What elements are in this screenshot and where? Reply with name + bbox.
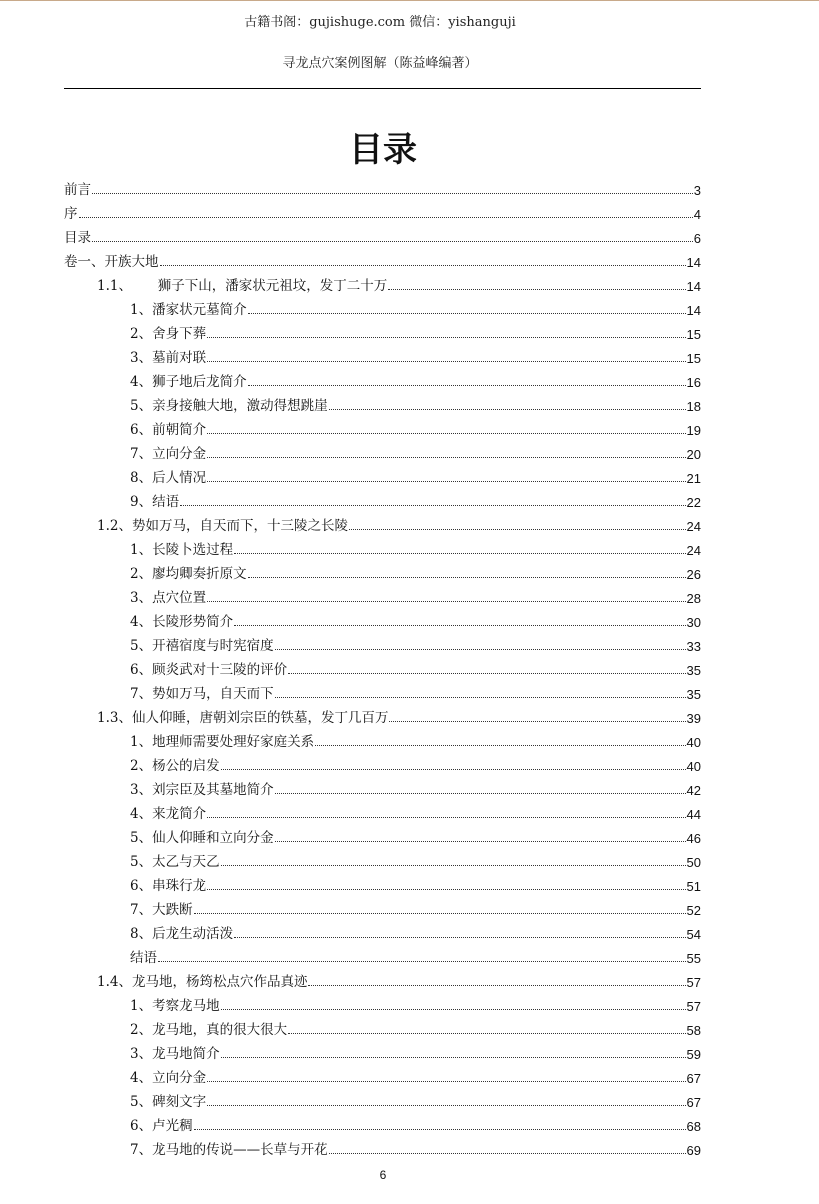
toc-entry[interactable]	[64, 942, 701, 966]
toc-entry[interactable]	[64, 774, 701, 798]
toc-entry-label: 7、势如万马，自天而下	[130, 686, 274, 702]
toc-leader-dots	[248, 384, 686, 386]
toc-entry-label: 7、大跌断	[130, 902, 193, 918]
toc-entry[interactable]	[64, 870, 701, 894]
toc-entry[interactable]	[64, 342, 701, 366]
toc-entry-page: 3	[693, 183, 701, 198]
toc-leader-dots	[288, 672, 685, 674]
toc-entry[interactable]	[64, 486, 701, 510]
toc-leader-dots	[221, 1008, 686, 1010]
site-watermark-header: 古籍书阁：gujishuge.com 微信：yishanguji	[244, 15, 516, 30]
toc-entry[interactable]	[64, 222, 701, 246]
toc-entry-page: 14	[686, 279, 701, 294]
toc-leader-dots	[234, 552, 685, 554]
toc-entry-label: 1、潘家状元墓简介	[130, 302, 247, 318]
top-border	[0, 0, 819, 1]
toc-entry[interactable]	[64, 558, 701, 582]
toc-entry-label: 9、结语	[130, 494, 180, 510]
toc-entry-page: 69	[686, 1143, 701, 1158]
toc-leader-dots	[92, 240, 693, 242]
toc-leader-dots	[315, 744, 685, 746]
toc-entry-label: 5、仙人仰睡和立向分金	[130, 830, 274, 846]
toc-leader-dots	[329, 1152, 686, 1154]
toc-entry[interactable]	[64, 414, 701, 438]
toc-entry[interactable]	[64, 198, 701, 222]
toc-entry-page: 15	[686, 351, 701, 366]
toc-entry-label: 8、后人情况	[130, 470, 207, 486]
toc-leader-dots	[388, 288, 685, 290]
toc-entry-label: 6、前朝简介	[130, 422, 207, 438]
toc-entry[interactable]	[64, 510, 701, 534]
toc-leader-dots	[207, 888, 685, 890]
table-of-contents	[64, 174, 701, 1158]
toc-entry-label: 2、廖均卿奏折原文	[130, 566, 247, 582]
toc-entry-label: 7、龙马地的传说——长草与开花	[130, 1142, 328, 1158]
toc-entry-label: 前言	[64, 182, 91, 198]
page-number: 6	[379, 1168, 387, 1182]
toc-entry-label: 1、地理师需要处理好家庭关系	[130, 734, 315, 750]
toc-entry-label: 7、立向分金	[130, 446, 207, 462]
page-title: 目录	[349, 130, 417, 170]
toc-entry-page: 4	[693, 207, 701, 222]
toc-leader-dots	[234, 624, 685, 626]
toc-entry-label: 3、墓前对联	[130, 350, 207, 366]
toc-entry-page: 28	[686, 591, 701, 606]
toc-entry-label: 1.2、势如万马，自天而下，十三陵之长陵	[97, 518, 348, 534]
toc-entry[interactable]	[64, 318, 701, 342]
toc-leader-dots	[221, 1056, 686, 1058]
toc-entry-page: 16	[686, 375, 701, 390]
toc-leader-dots	[207, 480, 685, 482]
toc-entry-label: 4、立向分金	[130, 1070, 207, 1086]
toc-leader-dots	[194, 1128, 686, 1130]
toc-entry-label: 结语	[130, 950, 157, 966]
toc-leader-dots	[207, 816, 685, 818]
toc-entry-page: 50	[686, 855, 701, 870]
toc-entry-page: 55	[686, 951, 701, 966]
toc-entry[interactable]	[64, 438, 701, 462]
toc-entry-page: 26	[686, 567, 701, 582]
toc-entry-page: 44	[686, 807, 701, 822]
toc-entry[interactable]	[64, 894, 701, 918]
toc-entry-page: 54	[686, 927, 701, 942]
toc-entry[interactable]	[64, 846, 701, 870]
toc-entry[interactable]	[64, 1062, 701, 1086]
toc-entry-label: 1、考察龙马地	[130, 998, 220, 1014]
toc-entry-page: 21	[686, 471, 701, 486]
toc-entry-page: 35	[686, 663, 701, 678]
toc-entry[interactable]	[64, 366, 701, 390]
toc-entry-page: 40	[686, 735, 701, 750]
toc-leader-dots	[275, 648, 686, 650]
toc-entry-label: 5、太乙与天乙	[130, 854, 220, 870]
toc-leader-dots	[389, 720, 685, 722]
toc-entry[interactable]	[64, 174, 701, 198]
toc-leader-dots	[207, 432, 685, 434]
toc-entry-label: 3、龙马地简介	[130, 1046, 220, 1062]
toc-entry[interactable]	[64, 1134, 701, 1158]
toc-entry-label: 序	[64, 206, 78, 222]
toc-entry[interactable]	[64, 1014, 701, 1038]
toc-entry-label: 5、亲身接触大地，激动得想跳崖	[130, 398, 328, 414]
toc-entry[interactable]	[64, 582, 701, 606]
toc-entry-label: 6、顾炎武对十三陵的评价	[130, 662, 288, 678]
toc-entry-page: 40	[686, 759, 701, 774]
toc-leader-dots	[221, 768, 686, 770]
toc-leader-dots	[207, 1080, 685, 1082]
toc-entry-label: 1.4、龙马地，杨筠松点穴作品真迹	[97, 974, 308, 990]
toc-entry-page: 42	[686, 783, 701, 798]
toc-entry[interactable]	[64, 918, 701, 942]
toc-leader-dots	[248, 312, 686, 314]
toc-entry-label: 2、杨公的启发	[130, 758, 220, 774]
toc-leader-dots	[288, 1032, 685, 1034]
toc-leader-dots	[92, 192, 693, 194]
toc-entry-page: 58	[686, 1023, 701, 1038]
toc-entry[interactable]	[64, 654, 701, 678]
toc-entry[interactable]	[64, 270, 701, 294]
toc-leader-dots	[207, 360, 685, 362]
toc-entry-page: 59	[686, 1047, 701, 1062]
toc-leader-dots	[207, 1104, 685, 1106]
toc-entry[interactable]	[64, 822, 701, 846]
toc-entry-label: 1、长陵卜选过程	[130, 542, 234, 558]
toc-leader-dots	[349, 528, 686, 530]
toc-entry-label: 3、刘宗臣及其墓地简介	[130, 782, 274, 798]
toc-leader-dots	[234, 936, 685, 938]
toc-entry[interactable]	[64, 1038, 701, 1062]
toc-entry[interactable]	[64, 630, 701, 654]
toc-entry-page: 14	[686, 255, 701, 270]
toc-entry-label: 4、长陵形势简介	[130, 614, 234, 630]
toc-entry-label: 6、卢光稠	[130, 1118, 193, 1134]
toc-leader-dots	[329, 408, 686, 410]
toc-entry[interactable]	[64, 798, 701, 822]
toc-entry-label: 1.3、仙人仰睡，唐朝刘宗臣的铁墓，发丁几百万	[97, 710, 389, 726]
toc-entry-page: 33	[686, 639, 701, 654]
toc-entry-page: 24	[686, 519, 701, 534]
toc-entry-label: 2、舍身下葬	[130, 326, 207, 342]
toc-leader-dots	[207, 456, 685, 458]
toc-entry[interactable]	[64, 1086, 701, 1110]
toc-entry-page: 6	[693, 231, 701, 246]
toc-entry[interactable]	[64, 462, 701, 486]
toc-leader-dots	[207, 600, 685, 602]
toc-entry-page: 24	[686, 543, 701, 558]
toc-entry-label: 3、点穴位置	[130, 590, 207, 606]
toc-entry-page: 57	[686, 975, 701, 990]
toc-entry-label: 5、开禧宿度与时宪宿度	[130, 638, 274, 654]
toc-entry-page: 46	[686, 831, 701, 846]
toc-entry[interactable]	[64, 606, 701, 630]
toc-entry[interactable]	[64, 678, 701, 702]
toc-entry-page: 14	[686, 303, 701, 318]
toc-entry[interactable]	[64, 702, 701, 726]
toc-entry-label: 5、碑刻文字	[130, 1094, 207, 1110]
toc-entry-page: 22	[686, 495, 701, 510]
toc-leader-dots	[158, 960, 686, 962]
toc-entry[interactable]	[64, 246, 701, 270]
book-title-header: 寻龙点穴案例图解（陈益峰编著）	[282, 56, 478, 71]
toc-leader-dots	[194, 912, 686, 914]
toc-entry-page: 18	[686, 399, 701, 414]
toc-entry-label: 8、后龙生动活泼	[130, 926, 234, 942]
toc-entry-page: 67	[686, 1071, 701, 1086]
toc-entry[interactable]	[64, 534, 701, 558]
toc-entry-page: 15	[686, 327, 701, 342]
toc-leader-dots	[275, 696, 686, 698]
toc-entry-page: 51	[686, 879, 701, 894]
toc-entry[interactable]	[64, 390, 701, 414]
toc-entry-label: 4、狮子地后龙简介	[130, 374, 247, 390]
toc-entry-page: 57	[686, 999, 701, 1014]
toc-entry-label: 1.1、 狮子下山，潘家状元祖坟，发丁二十万	[97, 278, 388, 294]
toc-entry-page: 35	[686, 687, 701, 702]
toc-entry-page: 67	[686, 1095, 701, 1110]
toc-entry-page: 68	[686, 1119, 701, 1134]
toc-entry[interactable]	[64, 1110, 701, 1134]
toc-leader-dots	[79, 216, 693, 218]
toc-entry-label: 4、来龙简介	[130, 806, 207, 822]
toc-entry[interactable]	[64, 750, 701, 774]
toc-leader-dots	[248, 576, 686, 578]
toc-leader-dots	[275, 840, 686, 842]
toc-entry[interactable]	[64, 990, 701, 1014]
toc-entry-label: 2、龙马地，真的很大很大	[130, 1022, 288, 1038]
toc-leader-dots	[180, 504, 685, 506]
toc-entry-page: 52	[686, 903, 701, 918]
toc-entry-label: 卷一、开族大地	[64, 254, 159, 270]
toc-entry-page: 20	[686, 447, 701, 462]
toc-leader-dots	[160, 264, 686, 266]
header-divider	[64, 88, 701, 89]
toc-leader-dots	[207, 336, 685, 338]
toc-entry-page: 30	[686, 615, 701, 630]
toc-entry[interactable]	[64, 726, 701, 750]
toc-entry-label: 6、串珠行龙	[130, 878, 207, 894]
toc-entry-page: 39	[686, 711, 701, 726]
toc-leader-dots	[308, 984, 685, 986]
toc-entry-label: 目录	[64, 230, 91, 246]
toc-entry[interactable]	[64, 966, 701, 990]
toc-leader-dots	[275, 792, 686, 794]
toc-entry[interactable]	[64, 294, 701, 318]
toc-leader-dots	[221, 864, 686, 866]
toc-entry-page: 19	[686, 423, 701, 438]
